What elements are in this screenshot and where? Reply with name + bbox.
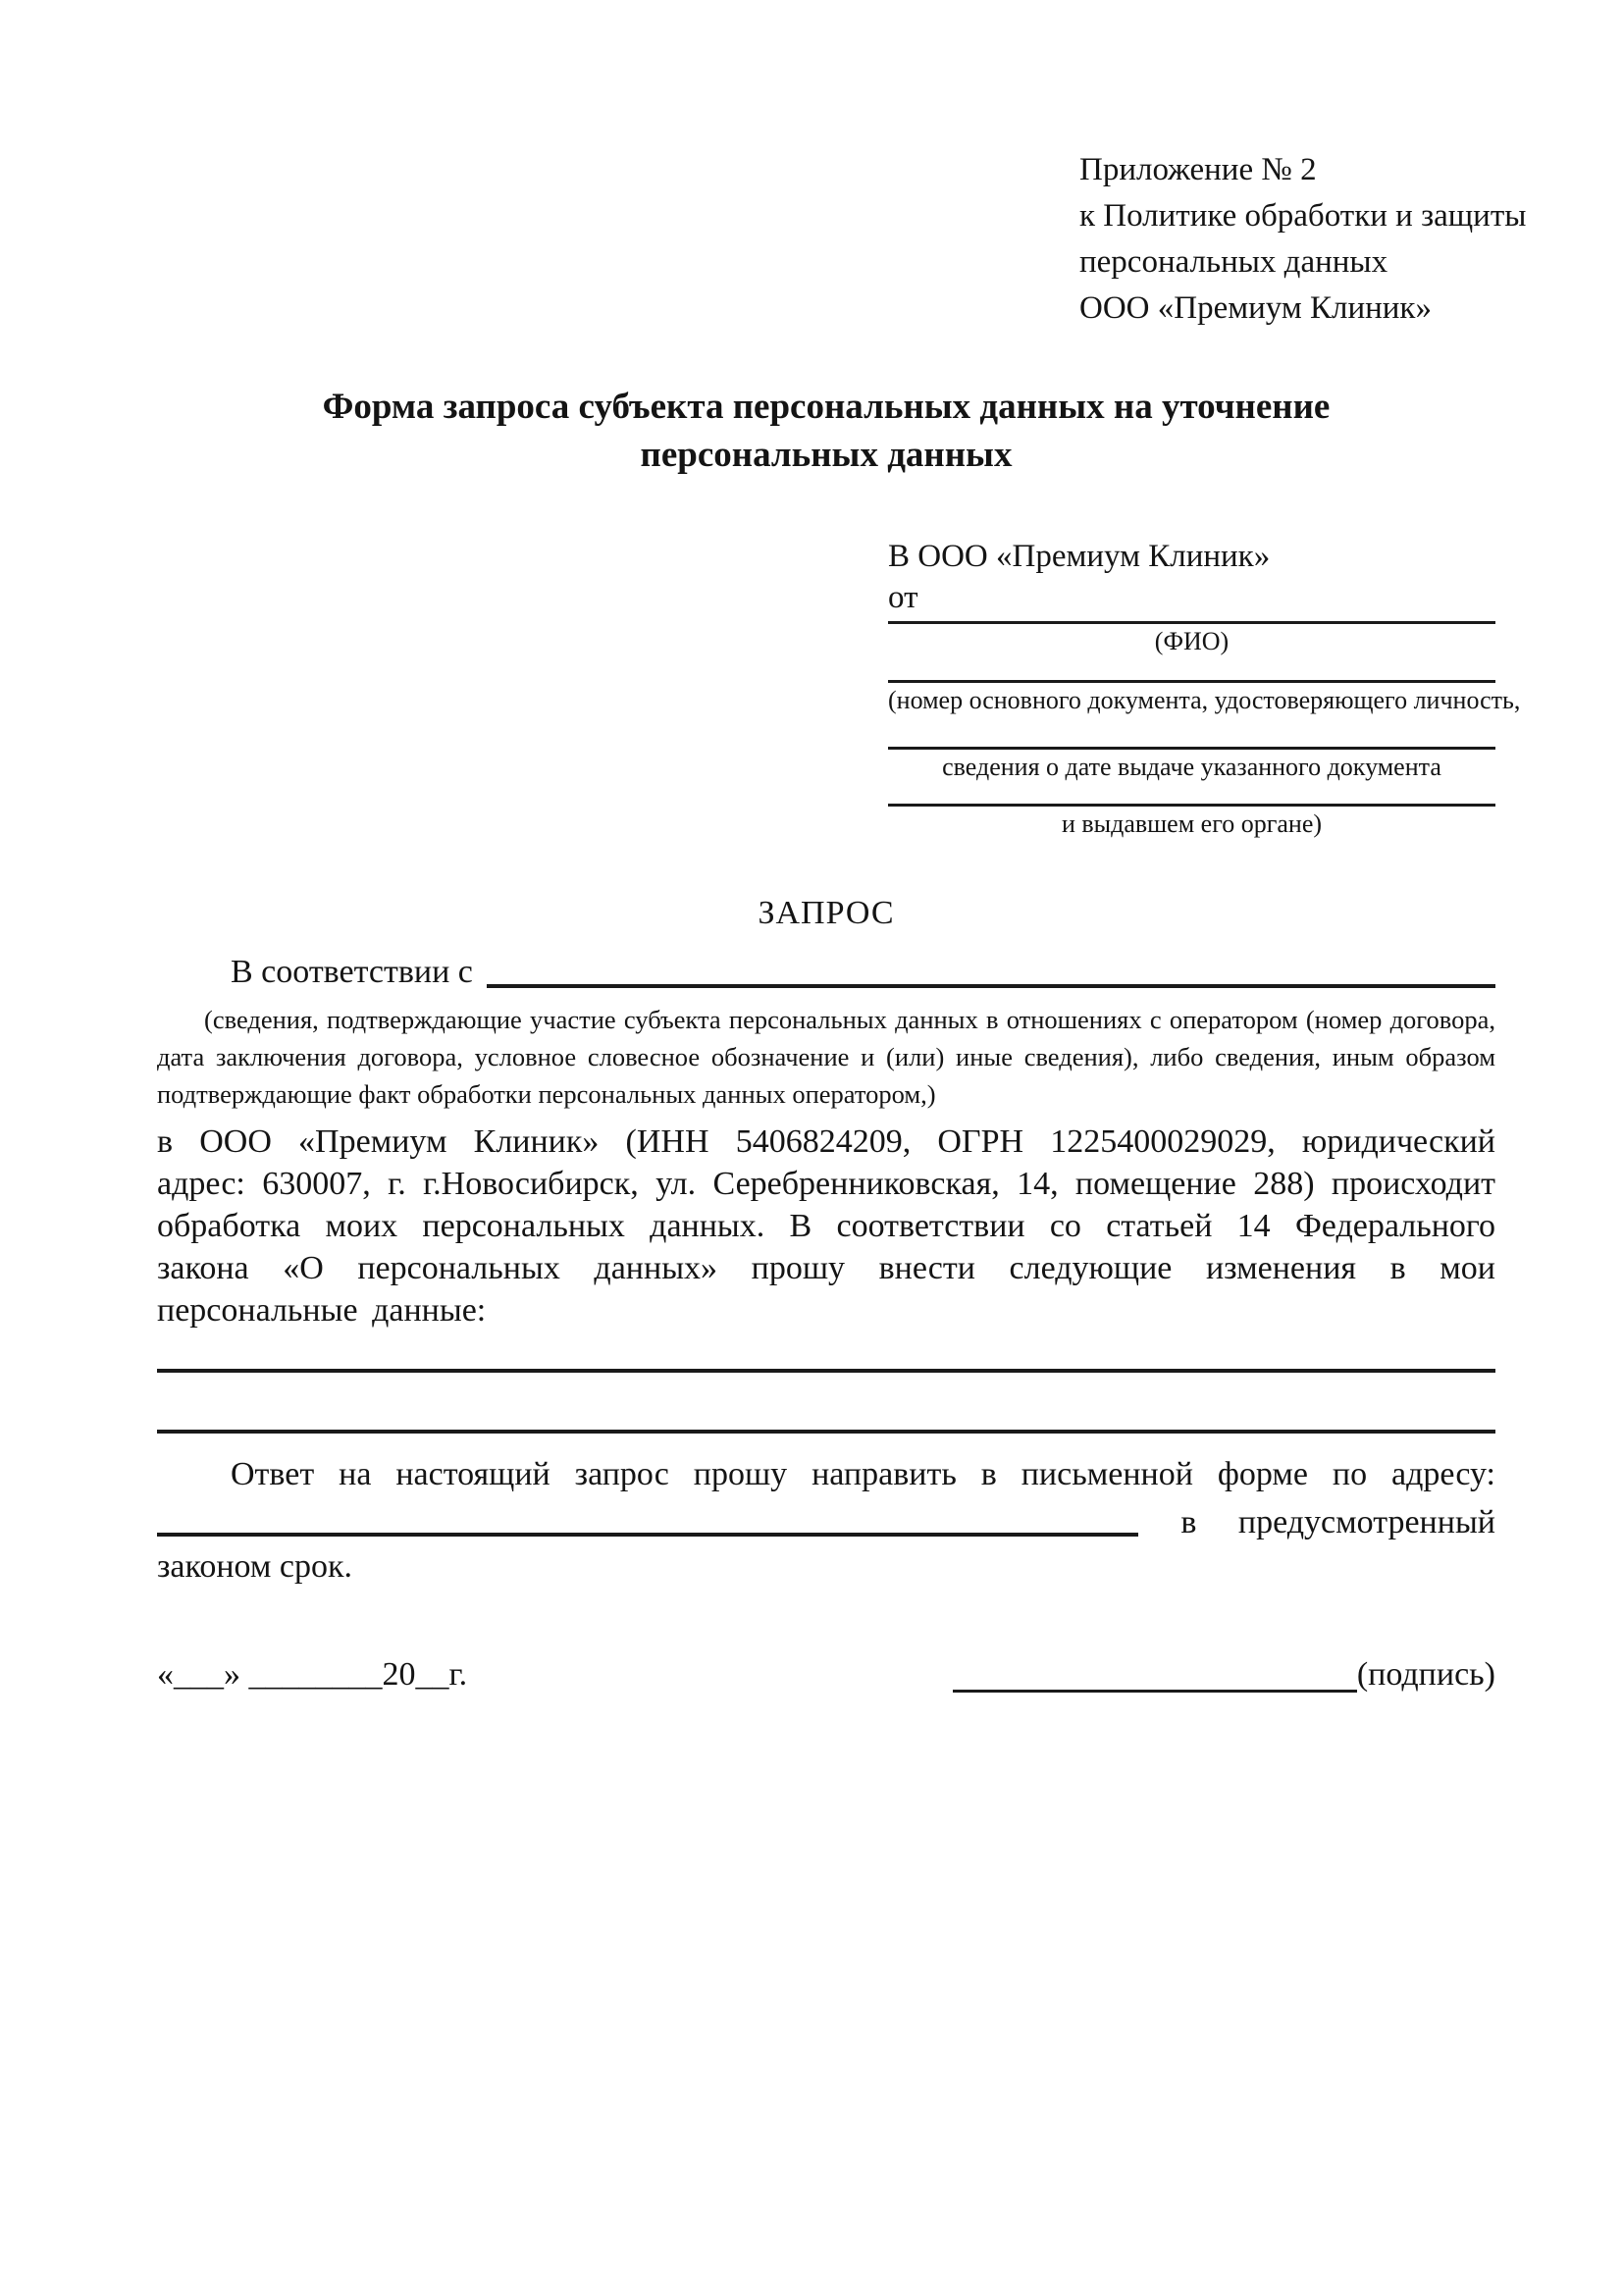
basis-fill-line bbox=[487, 984, 1495, 988]
changes-fill-line-1 bbox=[157, 1369, 1495, 1373]
fio-caption: (ФИО) bbox=[1154, 627, 1230, 655]
answer-request-line: Ответ на настоящий запрос прошу направить в письменной форме по адресу: bbox=[231, 1456, 1495, 1492]
appendix-number: Приложение № 2 bbox=[1079, 152, 1317, 187]
addressee-block bbox=[888, 536, 1521, 838]
fio-field bbox=[888, 618, 1495, 655]
issuing-authority-field bbox=[888, 781, 1495, 838]
request-heading: ЗАПРОС bbox=[758, 895, 895, 931]
issuing-authority-fill-line bbox=[888, 781, 1495, 807]
fio-fill-line bbox=[888, 618, 1495, 624]
appendix-company: ООО «Премиум Клиник» bbox=[1079, 290, 1432, 326]
request-body-paragraph: в ООО «Премиум Клиник» (ИНН 5406824209, ОГРН 1225400029029, юридический адрес: 630007, г. г.Новосибирск, ул. Серебренниковская, 14, помещение 288) происходит обработка моих персональных данных. В соответствии со статьей 14 Федерального закона «О персональных данных» прошу внести следующие изменения в мои персональные данные: bbox=[157, 1123, 1495, 1329]
id-document-field bbox=[888, 655, 1521, 714]
changes-fill-line-2 bbox=[157, 1430, 1495, 1434]
appendix-policy-line2: персональных данных bbox=[1079, 244, 1388, 280]
appendix-policy-line1: к Политике обработки и защиты bbox=[1079, 198, 1527, 234]
issuing-authority-caption: и выдавшем его органе) bbox=[1061, 809, 1323, 838]
basis-caption: (сведения, подтверждающие участие субъекта персональных данных в отношениях с оператором (номер договора, дата заключения договора, условное словесное обозначение и (или) иные сведения), либо сведения, иным образом подтверждающие факт обработки персональных данных оператором,) bbox=[157, 1005, 1495, 1109]
addressee-from-label: от bbox=[888, 580, 918, 615]
id-document-caption: (номер основного документа, удостоверяющего личность, bbox=[888, 686, 1521, 714]
appendix-header bbox=[1079, 147, 1527, 332]
answer-address-fill-line bbox=[157, 1533, 1138, 1537]
signature-caption: (подпись) bbox=[1356, 1656, 1495, 1693]
basis-prefix: В соответствии с bbox=[231, 954, 473, 990]
answer-address-line bbox=[157, 1496, 1495, 1541]
id-document-fill-line bbox=[888, 655, 1495, 683]
answer-term-line: законом срок. bbox=[157, 1548, 352, 1585]
signature-fill-line bbox=[953, 1690, 1357, 1693]
issue-date-fill-line bbox=[888, 714, 1495, 750]
signature-area bbox=[953, 1653, 1495, 1696]
document-title: Форма запроса субъекта персональных данных на уточнение персональных данных bbox=[322, 387, 1331, 475]
signature-row bbox=[157, 1653, 1495, 1696]
issue-date-caption: сведения о дате выдаче указанного документа bbox=[942, 753, 1441, 781]
basis-line bbox=[157, 952, 1495, 993]
issue-date-field bbox=[888, 714, 1495, 781]
date-blank: «___» ________20__г. bbox=[157, 1656, 468, 1693]
addressee-to: В ООО «Премиум Клиник» bbox=[888, 539, 1271, 574]
answer-line-tail: в предусмотренный bbox=[1180, 1504, 1495, 1540]
